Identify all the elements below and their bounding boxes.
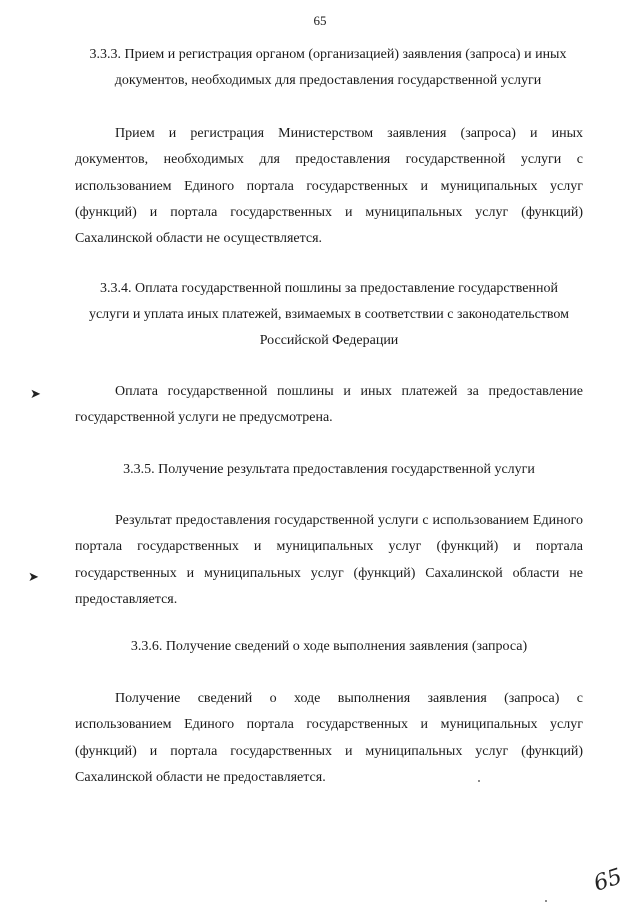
section-heading-3-3-5: 3.3.5. Получение результата предоставления государственной услуги	[123, 462, 535, 477]
section-heading-3-3-4: 3.3.4. Оплата государственной пошлины за предоставление государственной услуги и уплата иных платежей, взимаемых в соответствии с законодательством Российской Федерации	[88, 281, 570, 348]
margin-arrow-icon: ➤	[30, 386, 41, 401]
margin-arrow-icon: ➤	[28, 569, 39, 584]
section-heading-3-3-3: 3.3.3. Прием и регистрация органом (организацией) заявления (запроса) и иных документов, необходимых для предоставления государственной услуги	[89, 47, 567, 88]
handwritten-page-number: 65	[590, 864, 626, 897]
section-paragraph-3-3-5: Результат предоставления государственной услуги с использованием Единого портала государственных и муниципальных услуг (функций) и портала государственных и муниципальных услуг (функций) Сахалинской области не предоставляется.	[75, 513, 583, 607]
section-paragraph-3-3-4: Оплата государственной пошлины и иных платежей за предоставление государственной услуги не предусмотрена.	[75, 384, 583, 426]
section-paragraph-3-3-3: Прием и регистрация Министерством заявления (запроса) и иных документов, необходимых для предоставления государственной услуги с использованием Единого портала государственных и муниципальных услуг (функций) и портала государственных и муниципальных услуг (функций) Сахалинской области не осуществляется.	[75, 126, 583, 247]
scan-speck	[478, 780, 480, 782]
section-paragraph-3-3-6: Получение сведений о ходе выполнения заявления (запроса) с использованием Единого портала государственных и муниципальных услуг (функций) и портала государственных и муниципальных услуг (функций) Сахалинской области не предоставляется.	[75, 691, 583, 785]
page-number: 65	[313, 13, 327, 28]
scan-speck	[545, 900, 547, 902]
section-heading-3-3-6: 3.3.6. Получение сведений о ходе выполнения заявления (запроса)	[130, 639, 528, 654]
